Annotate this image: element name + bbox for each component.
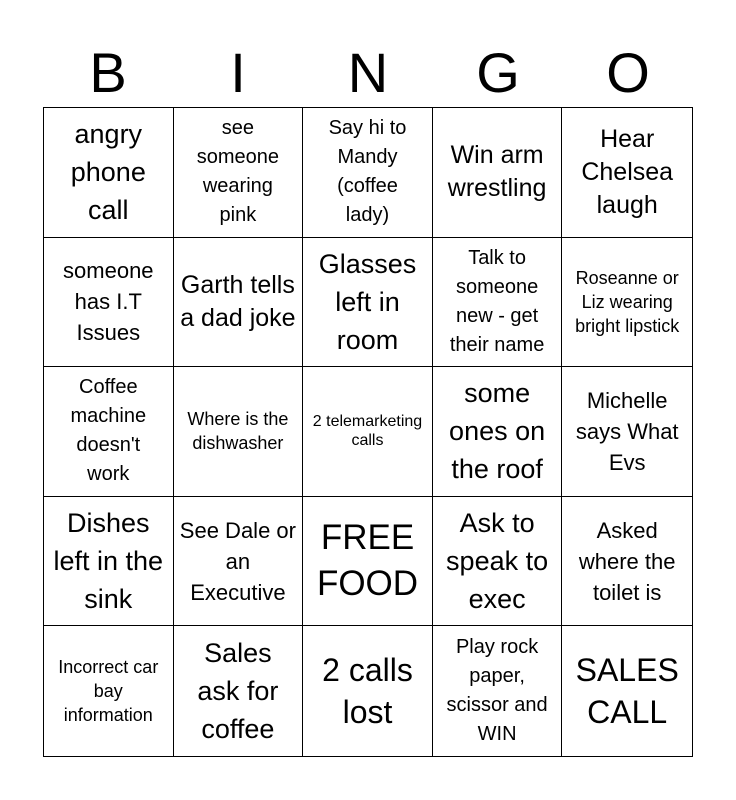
cell-text: Garth tells a dad joke xyxy=(180,270,296,332)
bingo-header xyxy=(43,40,693,106)
cell-text: 2 telemarketing calls xyxy=(312,413,423,450)
bingo-cell-r1c5[interactable] xyxy=(562,108,692,238)
cell-text: Coffee machine doesn't work xyxy=(70,376,147,486)
bingo-cell-r2c2[interactable] xyxy=(174,238,304,368)
bingo-cell-r1c2[interactable] xyxy=(174,108,304,238)
bingo-cell-r4c3[interactable] xyxy=(303,497,433,627)
header-letter-i: I xyxy=(230,41,246,104)
cell-text: Michelle says What Evs xyxy=(575,387,679,475)
cell-text: Glasses left in room xyxy=(318,248,417,355)
cell-text: some ones on the roof xyxy=(449,378,546,485)
cell-text: Dishes left in the sink xyxy=(53,508,164,615)
bingo-cell-r3c2[interactable] xyxy=(174,367,304,497)
cell-text: 2 calls lost xyxy=(322,652,413,731)
cell-text: Win arm wrestling xyxy=(447,141,547,203)
bingo-cell-r5c2[interactable] xyxy=(174,626,304,756)
bingo-cell-r2c3[interactable] xyxy=(303,238,433,368)
cell-text: Say hi to Mandy (coffee lady) xyxy=(328,117,407,227)
bingo-cell-r1c3[interactable] xyxy=(303,108,433,238)
header-letter-o: O xyxy=(606,41,650,104)
cell-text: Play rock paper, scissor and WIN xyxy=(446,636,548,746)
bingo-cell-r5c5[interactable] xyxy=(562,626,692,756)
bingo-cell-r4c4[interactable] xyxy=(433,497,563,627)
bingo-cell-r3c4[interactable] xyxy=(433,367,563,497)
cell-text: Incorrect car bay information xyxy=(58,657,159,726)
bingo-cell-r2c4[interactable] xyxy=(433,238,563,368)
header-letter-n: N xyxy=(347,41,389,104)
cell-text: Hear Chelsea laugh xyxy=(581,124,674,219)
bingo-board xyxy=(43,107,693,757)
bingo-cell-r5c4[interactable] xyxy=(433,626,563,756)
bingo-cell-r3c5[interactable] xyxy=(562,367,692,497)
bingo-cell-r3c3[interactable] xyxy=(303,367,433,497)
bingo-cell-r1c1[interactable] xyxy=(44,108,174,238)
header-letter-b: B xyxy=(89,41,127,104)
bingo-cell-r5c3[interactable] xyxy=(303,626,433,756)
cell-text: see someone wearing pink xyxy=(196,117,280,227)
bingo-cell-r5c1[interactable] xyxy=(44,626,174,756)
cell-text: someone has I.T Issues xyxy=(63,258,154,346)
cell-text: Talk to someone new - get their name xyxy=(449,246,545,356)
bingo-cell-r4c2[interactable] xyxy=(174,497,304,627)
cell-text: Roseanne or Liz wearing bright lipstick xyxy=(575,267,680,336)
bingo-cell-r3c1[interactable] xyxy=(44,367,174,497)
cell-text: Sales ask for coffee xyxy=(197,638,279,745)
cell-text: Ask to speak to exec xyxy=(446,508,549,615)
bingo-cell-r4c1[interactable] xyxy=(44,497,174,627)
cell-text: Where is the dishwasher xyxy=(187,409,289,454)
cell-text: See Dale or an Executive xyxy=(179,517,296,605)
cell-text: FREE FOOD xyxy=(316,518,419,604)
cell-text: Asked where the toilet is xyxy=(578,517,676,605)
cell-text: SALES CALL xyxy=(575,652,679,731)
header-letter-g: G xyxy=(476,41,520,104)
bingo-cell-r2c5[interactable] xyxy=(562,238,692,368)
bingo-cell-r1c4[interactable] xyxy=(433,108,563,238)
bingo-cell-r4c5[interactable] xyxy=(562,497,692,627)
bingo-cell-r2c1[interactable] xyxy=(44,238,174,368)
cell-text: angry phone call xyxy=(70,119,146,226)
